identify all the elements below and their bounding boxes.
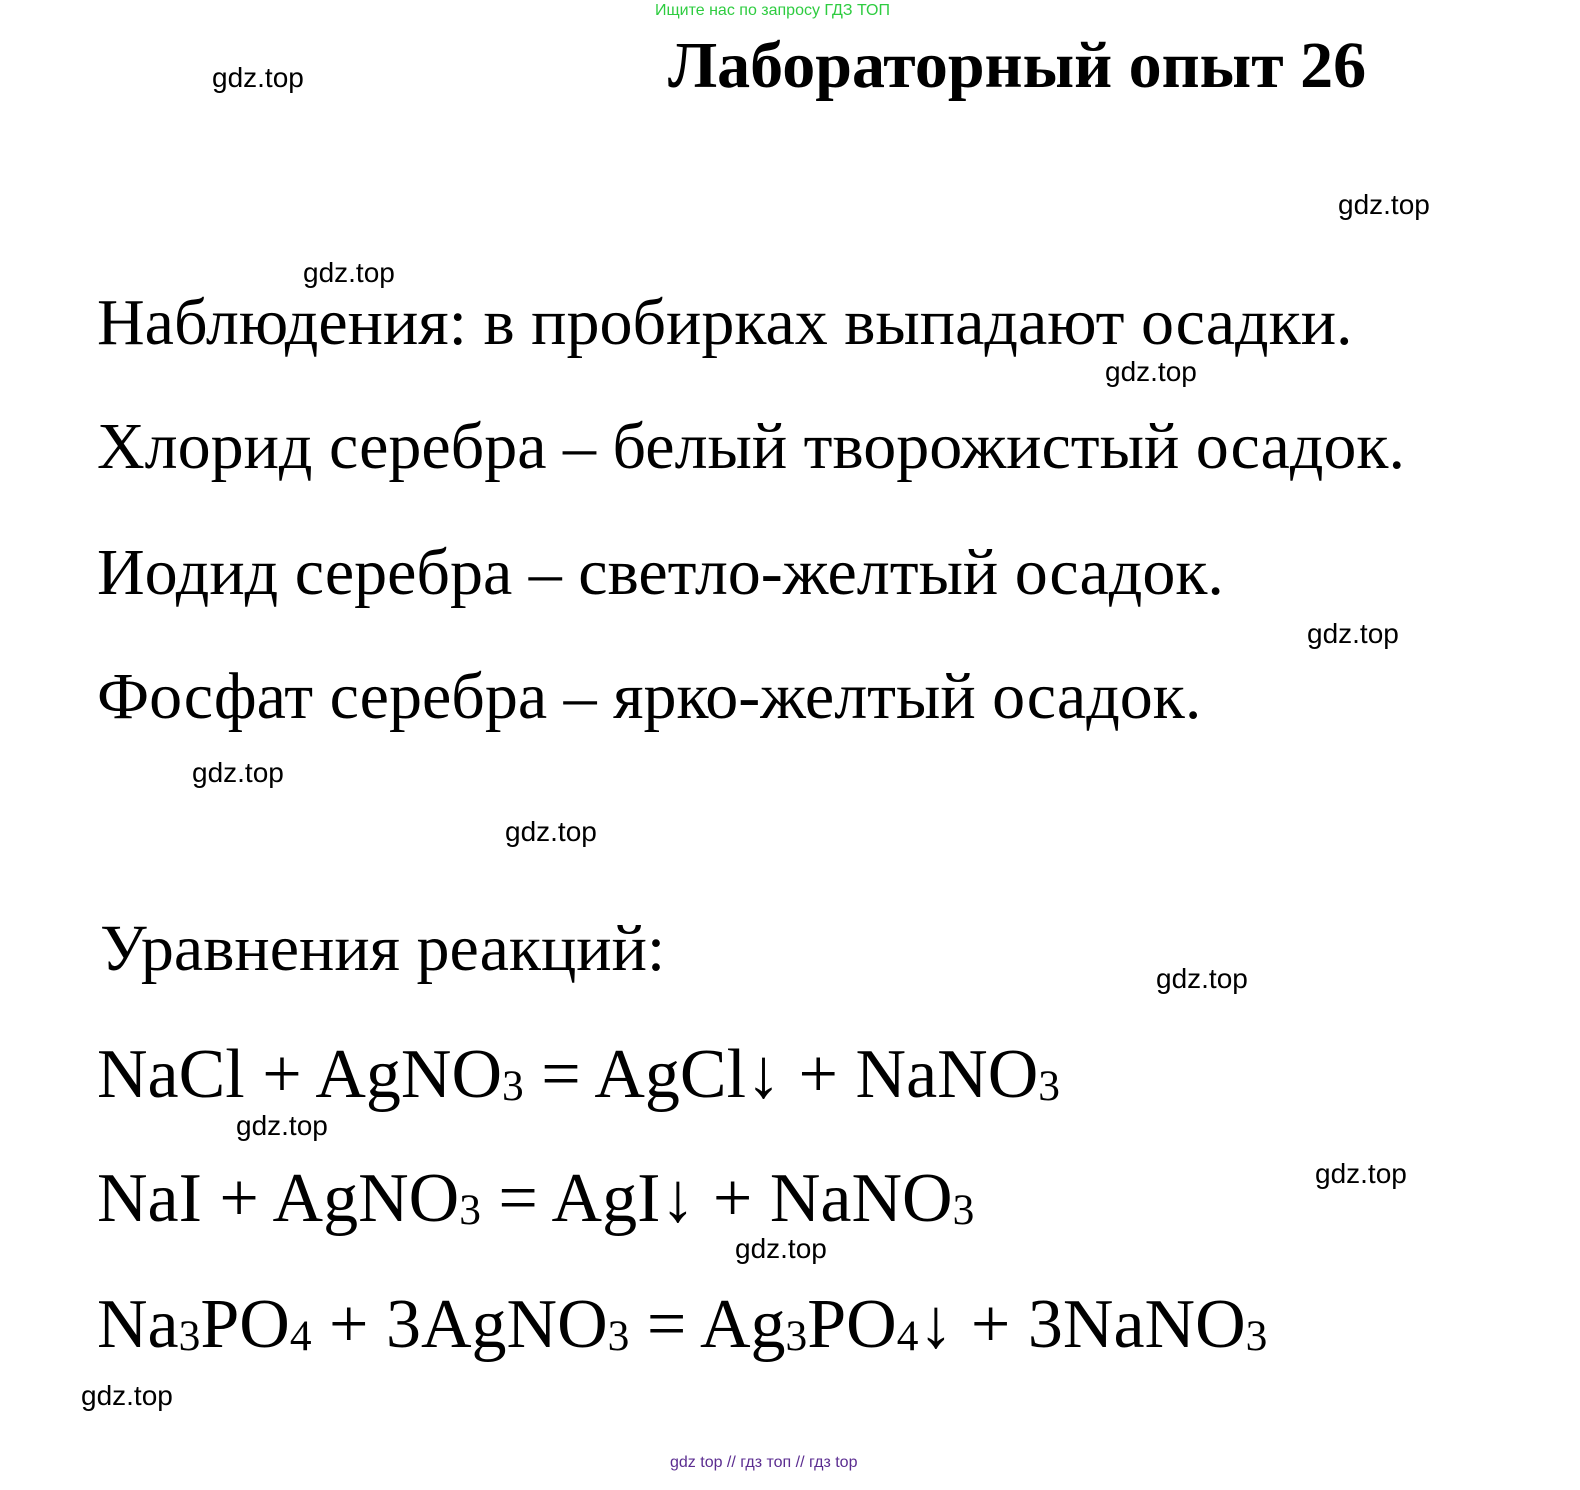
watermark: gdz.top bbox=[212, 62, 304, 93]
watermark: gdz.top bbox=[1105, 356, 1197, 387]
formula-text: ↓ + 3NaNO bbox=[918, 1286, 1246, 1363]
subscript: 3 bbox=[178, 1312, 201, 1361]
footer-links: gdz top // гдз топ // гдз top bbox=[670, 1454, 858, 1471]
formula-text: PO bbox=[807, 1286, 897, 1363]
formula-text: Na bbox=[97, 1286, 179, 1363]
formula-text: PO bbox=[200, 1286, 290, 1363]
formula-text: = Ag bbox=[629, 1286, 786, 1363]
formula-text: + 3AgNO bbox=[311, 1286, 608, 1363]
formula-text: NaI + AgNO bbox=[97, 1160, 460, 1237]
subscript: 3 bbox=[785, 1312, 808, 1361]
watermark: gdz.top bbox=[1156, 963, 1248, 994]
formula-text: = AgCl↓ + NaNO bbox=[523, 1036, 1039, 1113]
watermark: gdz.top bbox=[505, 816, 597, 847]
equation-line-2 bbox=[97, 1160, 975, 1237]
formula-text: NaCl + AgNO bbox=[97, 1036, 503, 1113]
watermark: gdz.top bbox=[81, 1380, 173, 1411]
equations-heading: Уравнения реакций: bbox=[100, 912, 666, 985]
watermark: gdz.top bbox=[303, 257, 395, 288]
subscript: 3 bbox=[952, 1186, 975, 1235]
formula-text: = AgI↓ + NaNO bbox=[480, 1160, 953, 1237]
watermark: gdz.top bbox=[1315, 1158, 1407, 1189]
observation-line-4: Фосфат серебра – ярко-желтый осадок. bbox=[97, 660, 1202, 733]
subscript: 3 bbox=[1038, 1062, 1060, 1111]
watermark: gdz.top bbox=[1338, 189, 1430, 220]
watermark: gdz.top bbox=[735, 1233, 827, 1264]
observation-line-3: Иодид серебра – светло-желтый осадок. bbox=[97, 536, 1224, 609]
top-banner: Ищите нас по запросу ГДЗ ТОП bbox=[655, 2, 890, 19]
subscript: 3 bbox=[502, 1062, 524, 1111]
subscript: 3 bbox=[459, 1186, 481, 1235]
page-title: Лабораторный опыт 26 bbox=[668, 29, 1367, 102]
watermark: gdz.top bbox=[192, 757, 284, 788]
equation-line-3 bbox=[97, 1286, 1268, 1363]
watermark: gdz.top bbox=[1307, 618, 1399, 649]
subscript: 4 bbox=[289, 1312, 312, 1361]
subscript: 3 bbox=[1245, 1312, 1268, 1361]
observation-line-1: Наблюдения: в пробирках выпадают осадки. bbox=[97, 286, 1353, 359]
subscript: 3 bbox=[607, 1312, 630, 1361]
equation-line-1 bbox=[97, 1036, 1060, 1113]
subscript: 4 bbox=[896, 1312, 919, 1361]
observation-line-2: Хлорид серебра – белый творожистый осадок. bbox=[97, 410, 1405, 483]
watermark: gdz.top bbox=[236, 1110, 328, 1141]
